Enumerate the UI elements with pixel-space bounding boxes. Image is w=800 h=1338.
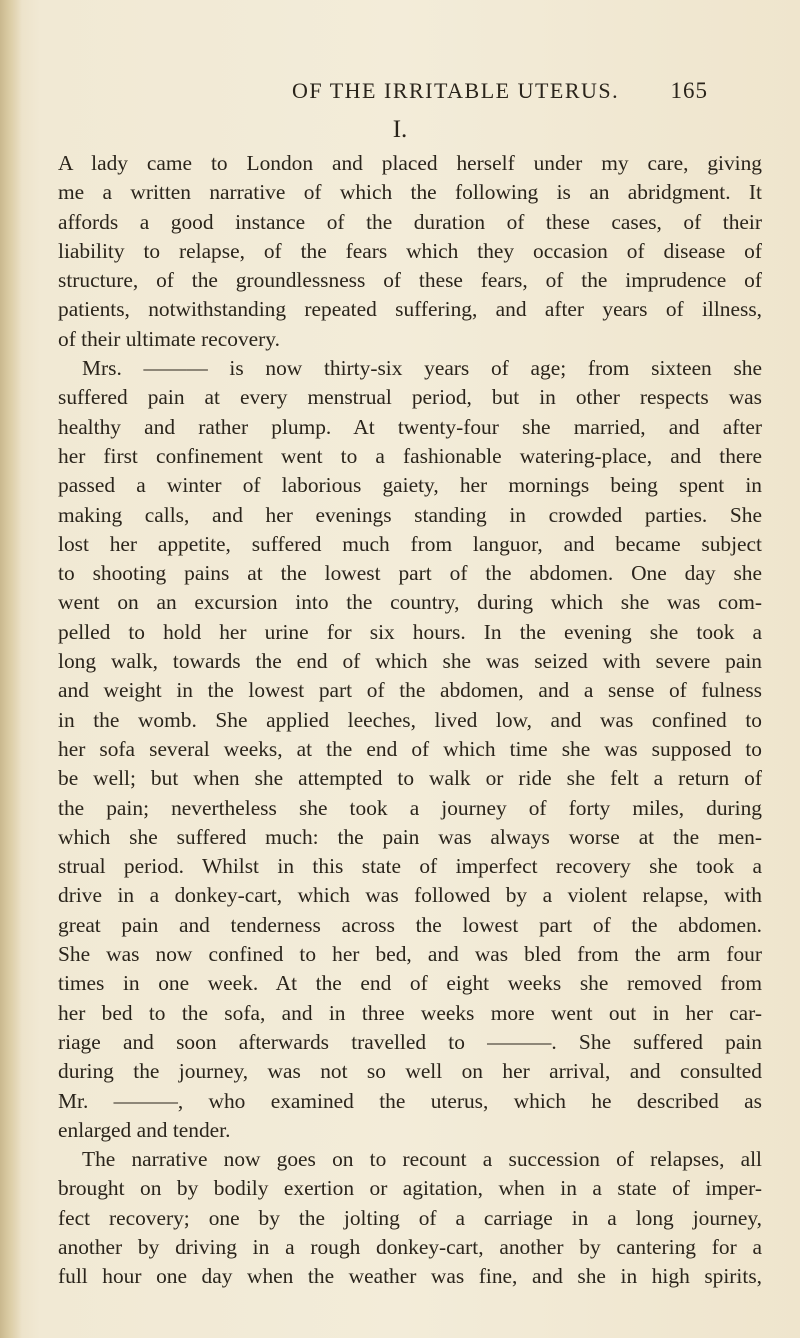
text-line: of their ultimate recovery. (58, 326, 280, 351)
text-line: long walk, towards the end of which she was seized with severe pain (58, 649, 762, 674)
text-line: healthy and rather plump. At twenty-four she married, and after (58, 414, 762, 439)
text-line: and weight in the lowest part of the abdomen, and a sense of fulness (58, 678, 762, 703)
text-line: the pain; nevertheless she took a journey of forty miles, during (58, 795, 762, 820)
text-line: A lady came to London and placed herself under my care, giving (58, 151, 762, 175)
text-line: Mrs. ——— is now thirty-six years of age; from sixteen she (82, 356, 762, 381)
text-line: pelled to hold her urine for six hours. In the evening she took a (58, 619, 762, 644)
text-line: structure, of the groundlessness of these fears, of the imprudence of (58, 268, 762, 293)
text-line: The narrative now goes on to recount a succession of relapses, all (82, 1147, 762, 1172)
running-header (292, 78, 708, 104)
section-number: I. (392, 116, 408, 143)
paragraph (58, 149, 762, 354)
body-text (58, 149, 762, 1292)
text-line: another by driving in a rough donkey-cart, another by cantering for a (58, 1234, 762, 1259)
text-line: me a written narrative of which the following is an abridgment. It (58, 180, 762, 205)
page-number: 165 (670, 78, 708, 103)
text-line: her sofa several weeks, at the end of which time she was supposed to (58, 736, 762, 761)
text-line: She was now confined to her bed, and was bled from the arm four (58, 942, 762, 967)
text-line: which she suffered much: the pain was always worse at the men- (58, 824, 762, 849)
text-line: liability to relapse, of the fears which they occasion of disease of (58, 238, 762, 263)
text-line: in the womb. She applied leeches, lived low, and was confined to (58, 707, 762, 732)
text-line: to shooting pains at the lowest part of the abdomen. One day she (58, 561, 762, 586)
text-line: fect recovery; one by the jolting of a carriage in a long journey, (58, 1205, 762, 1230)
text-line: drive in a donkey-cart, which was followed by a violent relapse, with (58, 883, 762, 908)
text-line: be well; but when she attempted to walk or ride she felt a return of (58, 766, 762, 791)
page-gutter-shadow (0, 0, 22, 1338)
text-line: her first confinement went to a fashionable watering-place, and there (58, 443, 762, 468)
text-line: riage and soon afterwards travelled to ———. She suffered pain (58, 1029, 762, 1054)
text-line: her bed to the sofa, and in three weeks more went out in her car- (58, 1000, 762, 1025)
text-line: passed a winter of laborious gaiety, her mornings being spent in (58, 473, 762, 498)
text-line: brought on by bodily exertion or agitation, when in a state of imper- (58, 1176, 762, 1201)
paragraph (58, 1145, 762, 1291)
text-line: Mr. ———, who examined the uterus, which he described as (58, 1088, 762, 1113)
text-line: times in one week. At the end of eight weeks she removed from (58, 971, 762, 996)
running-title: OF THE IRRITABLE UTERUS. (292, 78, 620, 103)
text-line: great pain and tenderness across the lowest part of the abdomen. (58, 912, 762, 937)
text-line: full hour one day when the weather was fine, and she in high spirits, (58, 1264, 762, 1289)
text-line: affords a good instance of the duration of these cases, of their (58, 209, 762, 234)
text-line: during the journey, was not so well on her arrival, and consulted (58, 1059, 762, 1084)
text-line: making calls, and her evenings standing in crowded parties. She (58, 502, 762, 527)
text-line: went on an excursion into the country, during which she was com- (58, 590, 762, 615)
text-line: enlarged and tender. (58, 1117, 231, 1142)
text-line: suffered pain at every menstrual period, but in other respects was (58, 385, 762, 410)
text-line: lost her appetite, suffered much from languor, and became subject (58, 531, 762, 556)
text-line: patients, notwithstanding repeated suffering, and after years of illness, (58, 297, 762, 322)
paragraph (58, 354, 762, 1145)
text-line: strual period. Whilst in this state of imperfect recovery she took a (58, 854, 762, 879)
